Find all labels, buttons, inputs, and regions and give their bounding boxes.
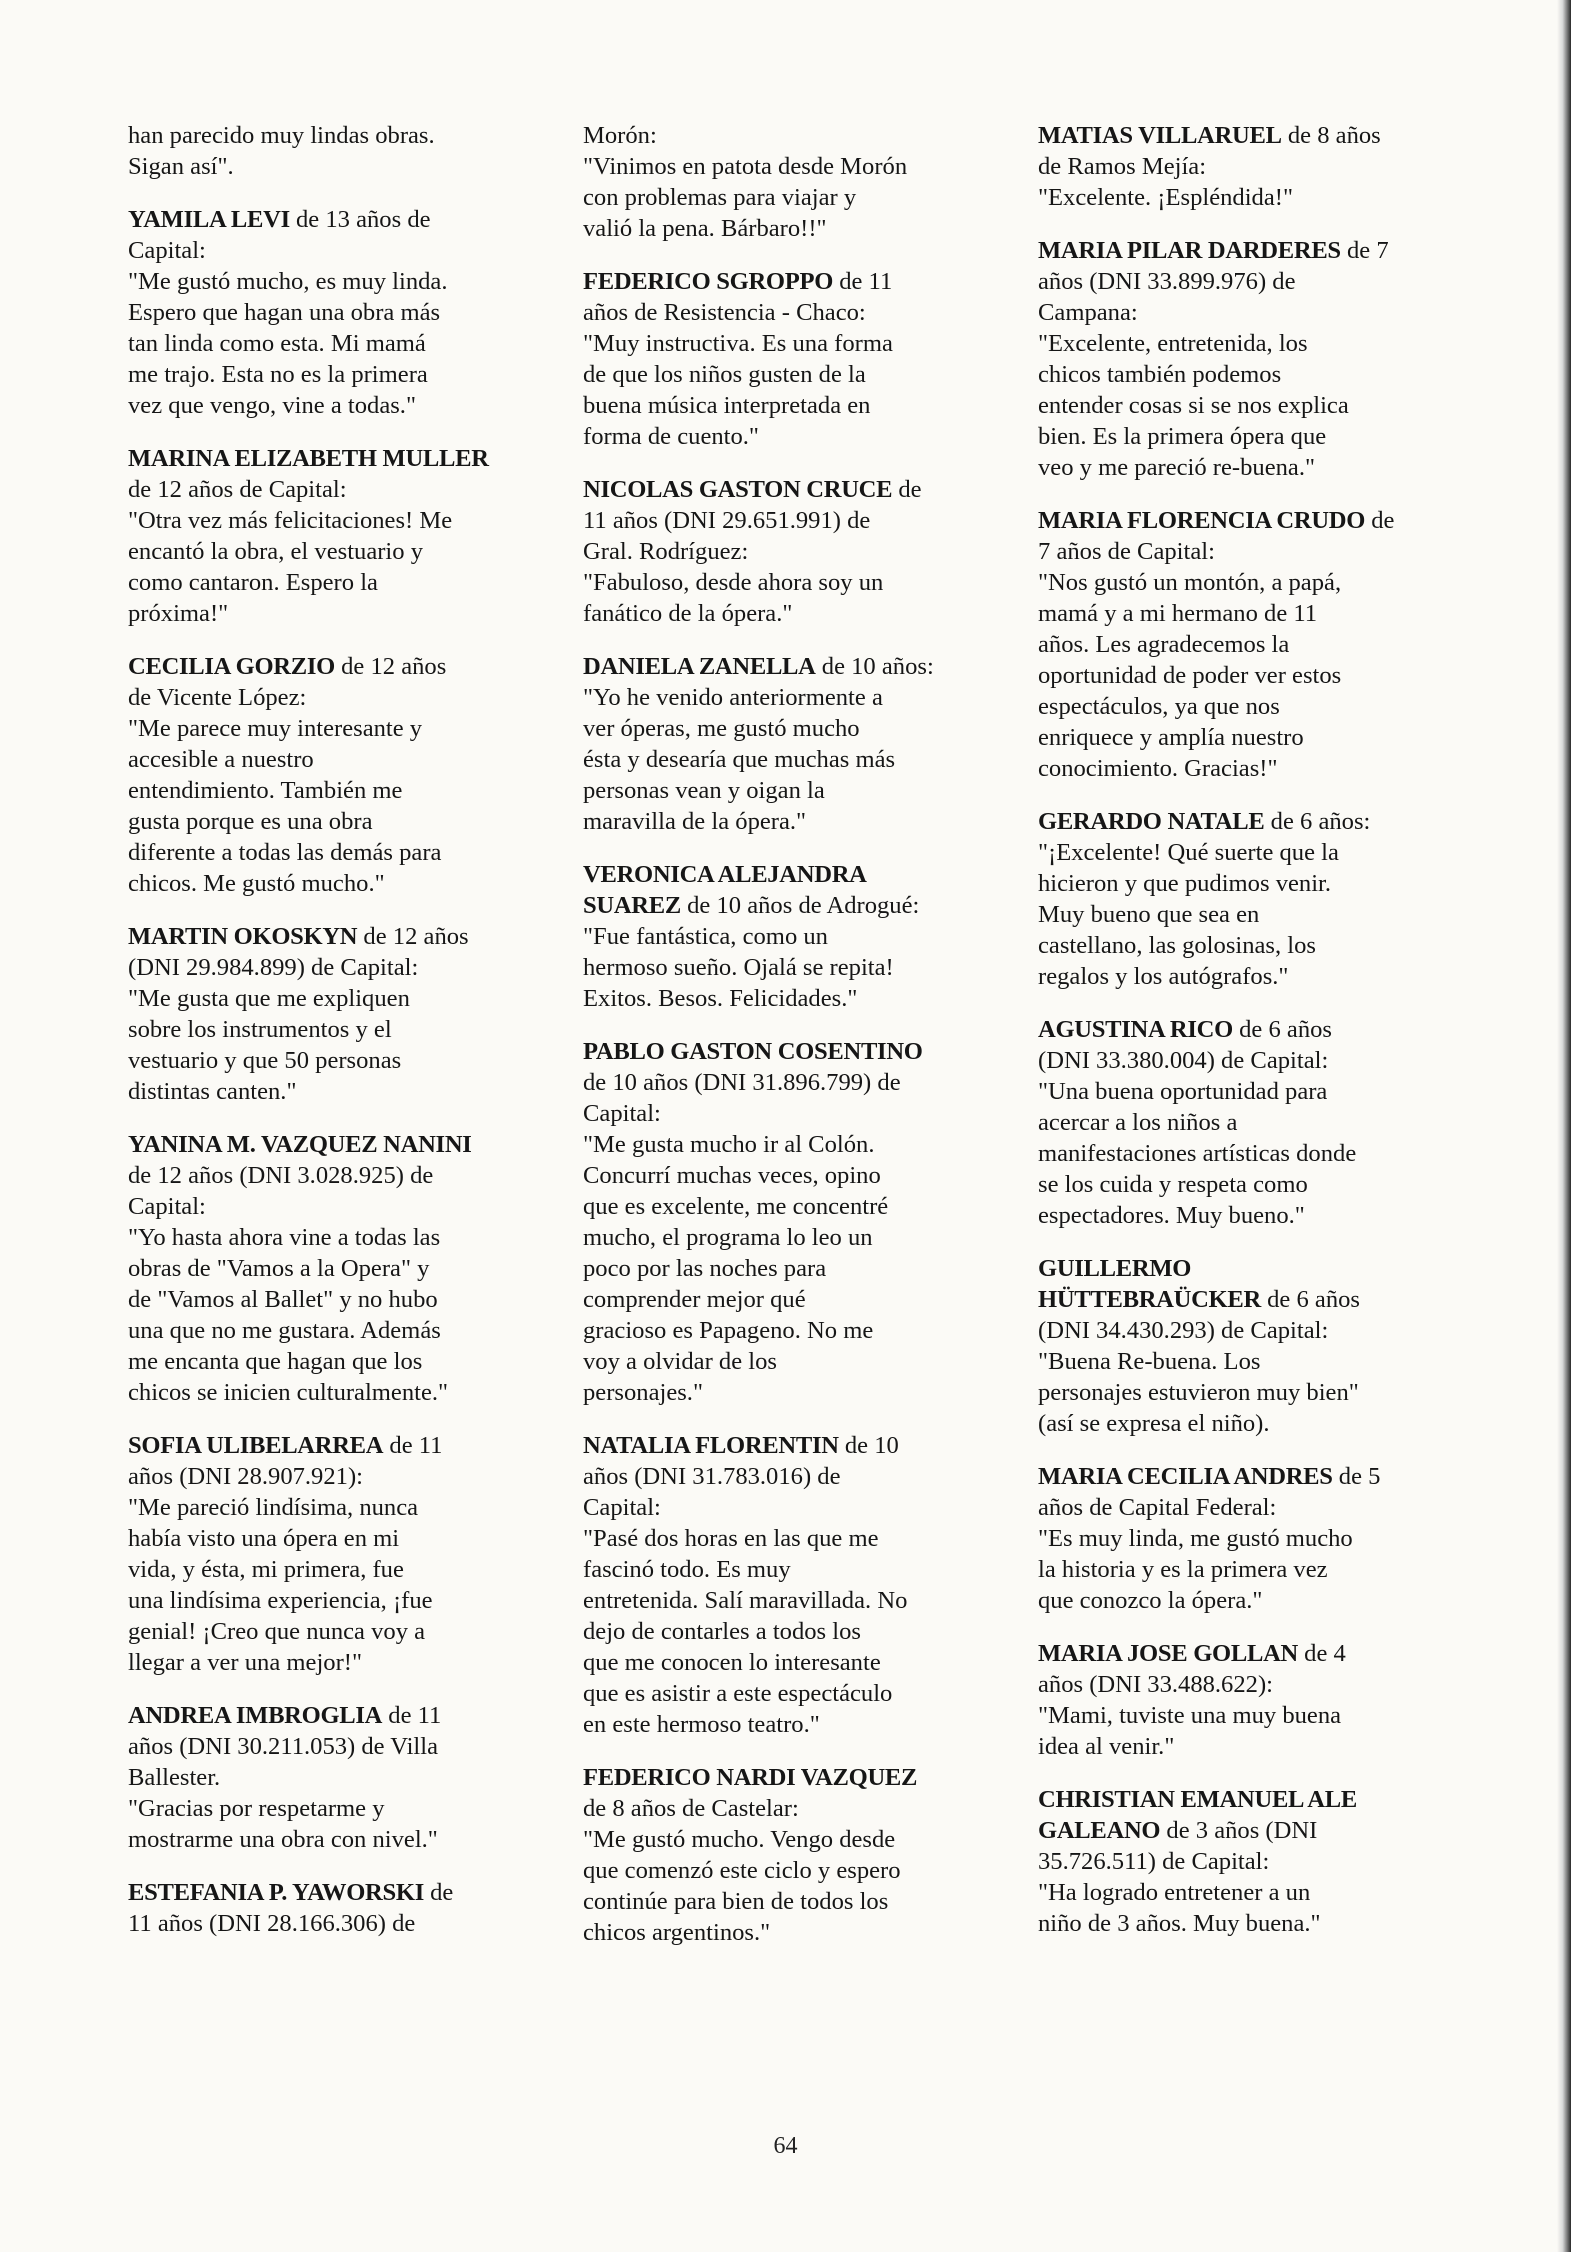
testimonial-quote: "Gracias por respetarme y mostrarme una obra con nivel." — [128, 1795, 438, 1853]
child-name: GUILLERMO HÜTTEBRAÜCKER — [1038, 1255, 1261, 1313]
child-name: YANINA M. VAZQUEZ NANINI — [128, 1131, 472, 1158]
entry-header — [128, 204, 548, 266]
testimonial-quote: han parecido muy lindas obras. Sigan así". — [128, 122, 435, 180]
entry-header — [583, 1430, 1003, 1523]
child-info: de 11 años (DNI 28.166.306) de — [128, 1879, 454, 1937]
testimonial-entry — [583, 859, 1003, 1014]
child-name: MARINA ELIZABETH MULLER — [128, 445, 489, 472]
testimonial-quote: "Me pareció lindísima, nunca había visto una ópera en mi vida, y ésta, mi primera, fue una lindísima experiencia, ¡fue genial! ¡Creo que nunca voy a llegar a ver una mejor!" — [128, 1494, 433, 1676]
testimonial-quote: "Pasé dos horas en las que me fascinó todo. Es muy entretenida. Salí maravillada. No dejo de contarles a todos los que me conocen lo interesante que es asistir a este espectáculo en este hermoso teatro." — [583, 1525, 908, 1738]
testimonial-quote: "Yo hasta ahora vine a todas las obras de "Vamos a la Opera" y de "Vamos al Ballet" y no hubo una que no me gustara. Además me encanta que hagan que los chicos se inicien culturalmente." — [128, 1224, 449, 1406]
child-name: DANIELA ZANELLA — [583, 653, 816, 680]
entry-header — [128, 443, 548, 505]
testimonial-quote: "Otra vez más felicitaciones! Me encantó la obra, el vestuario y como cantaron. Espero la próxima!" — [128, 507, 453, 627]
child-name: NICOLAS GASTON CRUCE — [583, 476, 893, 503]
testimonial-quote: "Buena Re-buena. Los personajes estuvieron muy bien" (así se expresa el niño). — [1038, 1348, 1359, 1437]
testimonial-quote: "Me gusta mucho ir al Colón. Concurrí muchas veces, opino que es excelente, me concentré mucho, el programa lo leo un poco por las noches para comprender mejor qué gracioso es Papageno. No me voy a olvidar de los personajes." — [583, 1131, 889, 1406]
entry-header — [583, 266, 1003, 328]
testimonial-entry — [583, 1036, 1003, 1408]
testimonial-entry — [583, 266, 1003, 452]
testimonial-quote: "Fabuloso, desde ahora soy un fanático de la ópera." — [583, 569, 884, 627]
testimonial-quote: "Me gusta que me expliquen sobre los instrumentos y el vestuario y que 50 personas distintas canten." — [128, 985, 410, 1105]
child-info: de 12 años de Vicente López: — [128, 653, 447, 711]
testimonial-entry — [583, 120, 1003, 244]
child-info: de 7 años de Capital: — [1038, 507, 1395, 565]
testimonial-entry — [583, 1762, 1003, 1948]
child-name: CECILIA GORZIO — [128, 653, 335, 680]
testimonial-entry — [1038, 1784, 1458, 1939]
child-info: de 10 años (DNI 31.783.016) de Capital: — [583, 1432, 899, 1521]
entry-header — [128, 651, 548, 713]
testimonial-entry — [128, 1700, 548, 1855]
testimonial-entry — [1038, 1253, 1458, 1439]
testimonial-quote: "Una buena oportunidad para acercar a los niños a manifestaciones artísticas donde se los cuida y respeta como espectadores. Muy bueno." — [1038, 1078, 1357, 1229]
page-number: 64 — [773, 2133, 798, 2159]
testimonial-entry — [1038, 235, 1458, 483]
testimonial-quote: "Me parece muy interesante y accesible a nuestro entendimiento. También me gusta porque es una obra diferente a todas las demás para chicos. Me gustó mucho." — [128, 715, 442, 897]
child-name: CHRISTIAN EMANUEL ALE GALEANO — [1038, 1786, 1357, 1844]
testimonial-entry — [128, 921, 548, 1107]
child-info: de 10 años (DNI 31.896.799) de Capital: — [583, 1069, 901, 1127]
testimonial-quote: "Me gustó mucho. Vengo desde que comenzó este ciclo y espero continúe para bien de todos los chicos argentinos." — [583, 1826, 901, 1946]
testimonial-quote: "Me gustó mucho, es muy linda. Espero que hagan una obra más tan linda como esta. Mi mamá me trajo. Esta no es la primera vez que vengo, vine a todas." — [128, 268, 448, 419]
testimonial-entry — [128, 204, 548, 421]
entry-header — [128, 921, 548, 983]
child-name: MARIA CECILIA ANDRES — [1038, 1463, 1333, 1490]
testimonial-entry — [128, 443, 548, 629]
child-name: FEDERICO NARDI VAZQUEZ — [583, 1764, 918, 1791]
testimonial-entry — [128, 1430, 548, 1678]
testimonial-quote: "Fue fantástica, como un hermoso sueño. Ojalá se repita! Exitos. Besos. Felicidades." — [583, 923, 894, 1012]
testimonial-quote: "Nos gustó un montón, a papá, mamá y a mi hermano de 11 años. Les agradecemos la oportunidad de poder ver estos espectáculos, ya que nos enriquece y amplía nuestro conocimiento. Gracias!" — [1038, 569, 1342, 782]
child-info: de 12 años de Capital: — [128, 476, 347, 503]
entry-header — [583, 859, 1003, 921]
child-info: de 6 años (DNI 34.430.293) de Capital: — [1038, 1286, 1360, 1344]
child-info: de 11 años (DNI 29.651.991) de Gral. Rodríguez: — [583, 476, 922, 565]
entry-header — [1038, 1638, 1458, 1700]
child-name: YAMILA LEVI — [128, 206, 290, 233]
entry-header — [1038, 235, 1458, 328]
child-name: MARIA FLORENCIA CRUDO — [1038, 507, 1366, 534]
testimonial-quote: "Excelente, entretenida, los chicos también podemos entender cosas si se nos explica bien. Es la primera ópera que veo y me pareció re-buena." — [1038, 330, 1349, 481]
testimonial-quote: "Excelente. ¡Espléndida!" — [1038, 184, 1293, 211]
child-info: de 3 años (DNI 35.726.511) de Capital: — [1038, 1817, 1318, 1875]
child-info: de 11 años (DNI 28.907.921): — [128, 1432, 443, 1490]
entry-header — [1038, 505, 1458, 567]
child-name: FEDERICO SGROPPO — [583, 268, 834, 295]
testimonial-quote: "Muy instructiva. Es una forma de que los niños gusten de la buena música interpretada en forma de cuento." — [583, 330, 893, 450]
child-name: SOFIA ULIBELARREA — [128, 1432, 384, 1459]
child-name: VERONICA ALEJANDRA SUAREZ — [583, 861, 867, 919]
child-info: de 6 años (DNI 33.380.004) de Capital: — [1038, 1016, 1332, 1074]
entry-header — [1038, 1253, 1458, 1346]
testimonial-quote: "Ha logrado entretener a un niño de 3 años. Muy buena." — [1038, 1879, 1321, 1937]
child-info: de 13 años de Capital: — [128, 206, 431, 264]
child-info: de 4 años (DNI 33.488.622): — [1038, 1640, 1346, 1698]
child-name: MARTIN OKOSKYN — [128, 923, 358, 950]
child-info: de 12 años (DNI 3.028.925) de Capital: — [128, 1162, 434, 1220]
child-name: GERARDO NATALE — [1038, 808, 1265, 835]
entry-header — [128, 1877, 548, 1939]
child-name: PABLO GASTON COSENTINO — [583, 1038, 923, 1065]
child-info: de 6 años: — [1264, 808, 1371, 835]
testimonial-entry — [1038, 1461, 1458, 1616]
testimonial-entry — [1038, 1014, 1458, 1231]
testimonial-entry — [583, 474, 1003, 629]
child-name: ANDREA IMBROGLIA — [128, 1702, 383, 1729]
column-3 — [1038, 120, 1458, 1961]
child-info: de 12 años (DNI 29.984.899) de Capital: — [128, 923, 469, 981]
child-info: de 11 años de Resistencia - Chaco: — [583, 268, 893, 326]
testimonial-quote: "Yo he venido anteriormente a ver óperas, me gustó mucho ésta y desearía que muchas más personas vean y oigan la maravilla de la ópera." — [583, 684, 896, 835]
entry-header — [583, 474, 1003, 567]
child-info: de 5 años de Capital Federal: — [1038, 1463, 1381, 1521]
testimonial-entry — [1038, 505, 1458, 784]
testimonial-quote: Morón: "Vinimos en patota desde Morón con problemas para viajar y valió la pena. Bárbaro!!" — [583, 122, 908, 242]
child-name: NATALIA FLORENTIN — [583, 1432, 839, 1459]
testimonial-entry — [1038, 120, 1458, 213]
testimonial-entry — [128, 120, 548, 182]
entry-header — [1038, 1784, 1458, 1877]
testimonial-entry — [128, 1877, 548, 1939]
entry-header — [128, 1700, 548, 1793]
testimonial-entry — [128, 651, 548, 899]
testimonial-quote: "Es muy linda, me gustó mucho la historia y es la primera vez que conozco la ópera." — [1038, 1525, 1353, 1614]
entry-header — [1038, 806, 1458, 837]
entry-header — [128, 1129, 548, 1222]
page-edge-shadow — [1557, 0, 1571, 2252]
testimonial-quote: "¡Excelente! Qué suerte que la hicieron y que pudimos venir. Muy bueno que sea en castellano, las golosinas, los regalos y los autógrafos." — [1038, 839, 1339, 990]
testimonial-entry — [583, 1430, 1003, 1740]
child-info: de 10 años: — [815, 653, 934, 680]
child-name: ESTEFANIA P. YAWORSKI — [128, 1879, 424, 1906]
entry-header — [583, 651, 1003, 682]
entry-header — [1038, 1461, 1458, 1523]
entry-header — [583, 1036, 1003, 1129]
entry-header — [1038, 1014, 1458, 1076]
testimonial-entry — [583, 651, 1003, 837]
entry-header — [1038, 120, 1458, 182]
testimonial-quote: "Mami, tuviste una muy buena idea al venir." — [1038, 1702, 1342, 1760]
testimonial-entry — [128, 1129, 548, 1408]
entry-header — [128, 1430, 548, 1492]
child-info: de 7 años (DNI 33.899.976) de Campana: — [1038, 237, 1389, 326]
child-info: de 8 años de Castelar: — [583, 1795, 799, 1822]
child-name: MARIA PILAR DARDERES — [1038, 237, 1341, 264]
child-info: de 8 años de Ramos Mejía: — [1038, 122, 1381, 180]
child-name: MATIAS VILLARUEL — [1038, 122, 1282, 149]
column-2 — [583, 120, 1003, 1970]
child-info: de 10 años de Adrogué: — [680, 892, 920, 919]
child-info: de 11 años (DNI 30.211.053) de Villa Ballester. — [128, 1702, 442, 1791]
child-name: AGUSTINA RICO — [1038, 1016, 1233, 1043]
column-1 — [128, 120, 548, 1961]
entry-header — [583, 1762, 1003, 1824]
child-name: MARIA JOSE GOLLAN — [1038, 1640, 1299, 1667]
testimonial-entry — [1038, 1638, 1458, 1762]
testimonial-entry — [1038, 806, 1458, 992]
